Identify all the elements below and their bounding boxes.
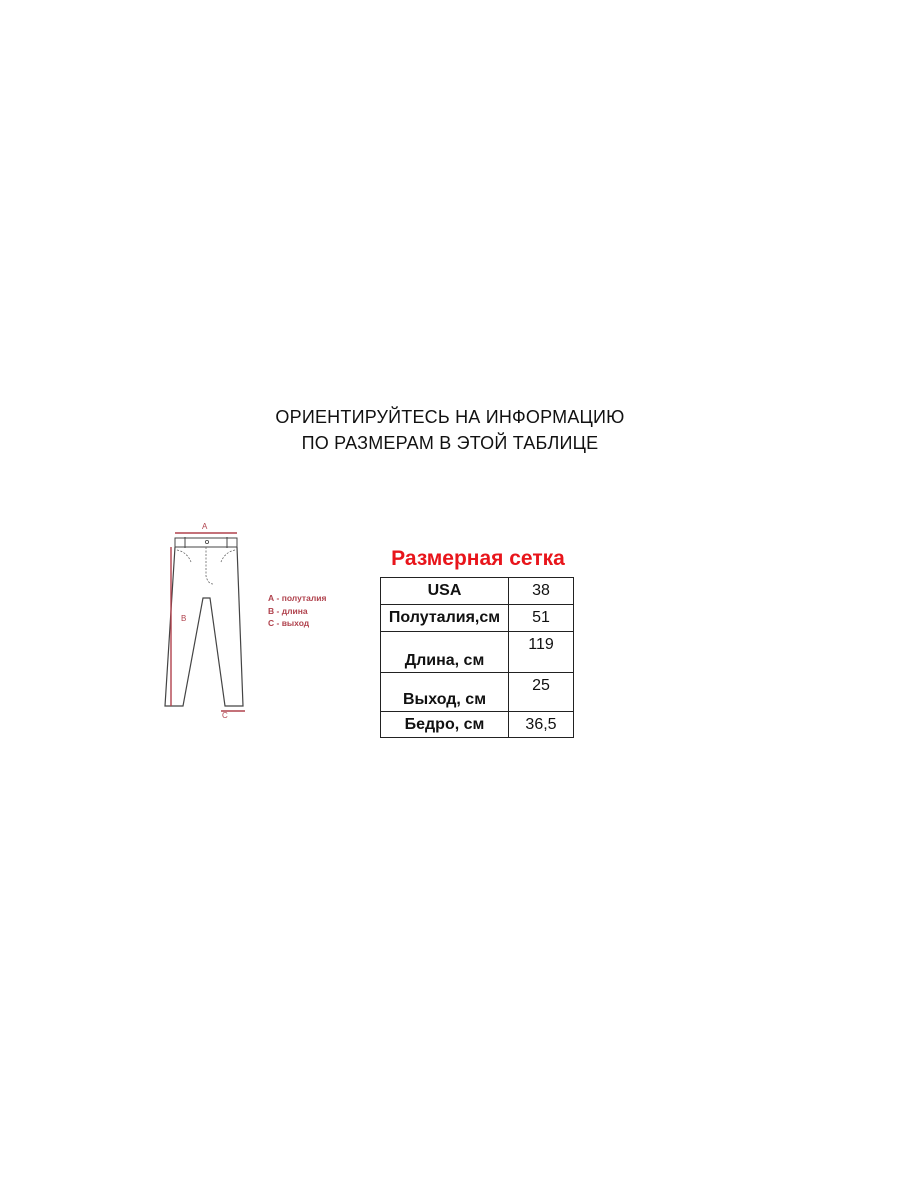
table-row: [381, 712, 574, 738]
waistband-outline: [175, 538, 237, 547]
label-a: A: [202, 522, 208, 531]
row-label-length: Длина, см: [381, 632, 509, 673]
row-label-half-waist: Полуталия,см: [381, 605, 509, 632]
label-c: C: [222, 711, 228, 720]
legend-item-a: А - полуталия: [268, 593, 327, 603]
row-value-half-waist: 51: [509, 605, 574, 632]
pocket-right: [221, 550, 235, 562]
row-value-length: 119: [509, 632, 574, 673]
pants-measurement-diagram: [155, 518, 265, 728]
table-row: [381, 673, 574, 712]
row-value-thigh: 36,5: [509, 712, 574, 738]
legend-item-c: С - выход: [268, 618, 310, 628]
measurement-legend: [268, 592, 326, 630]
pants-diagram-svg: [155, 518, 265, 728]
heading-line-2: ПО РАЗМЕРАМ В ЭТОЙ ТАБЛИЦЕ: [301, 433, 599, 453]
row-value-leg-opening: 25: [509, 673, 574, 712]
label-b: B: [181, 614, 187, 623]
heading-line-1: ОРИЕНТИРУЙТЕСЬ НА ИНФОРМАЦИЮ: [275, 407, 625, 427]
button-shape: [205, 540, 208, 543]
row-label-thigh: Бедро, см: [381, 712, 509, 738]
table-row: [381, 632, 574, 673]
table-row: [381, 605, 574, 632]
size-chart-table: [380, 577, 574, 738]
pants-outline: [165, 547, 243, 706]
row-label-usa: USA: [381, 578, 509, 605]
row-label-leg-opening: Выход, см: [381, 673, 509, 712]
size-chart-title: Размерная сетка: [391, 547, 565, 570]
legend-item-b: В - длина: [268, 605, 308, 616]
table-row: [381, 578, 574, 605]
page-heading: [0, 404, 900, 456]
pocket-left: [177, 550, 191, 562]
fly-stitch: [206, 547, 213, 584]
row-value-usa: 38: [509, 578, 574, 605]
